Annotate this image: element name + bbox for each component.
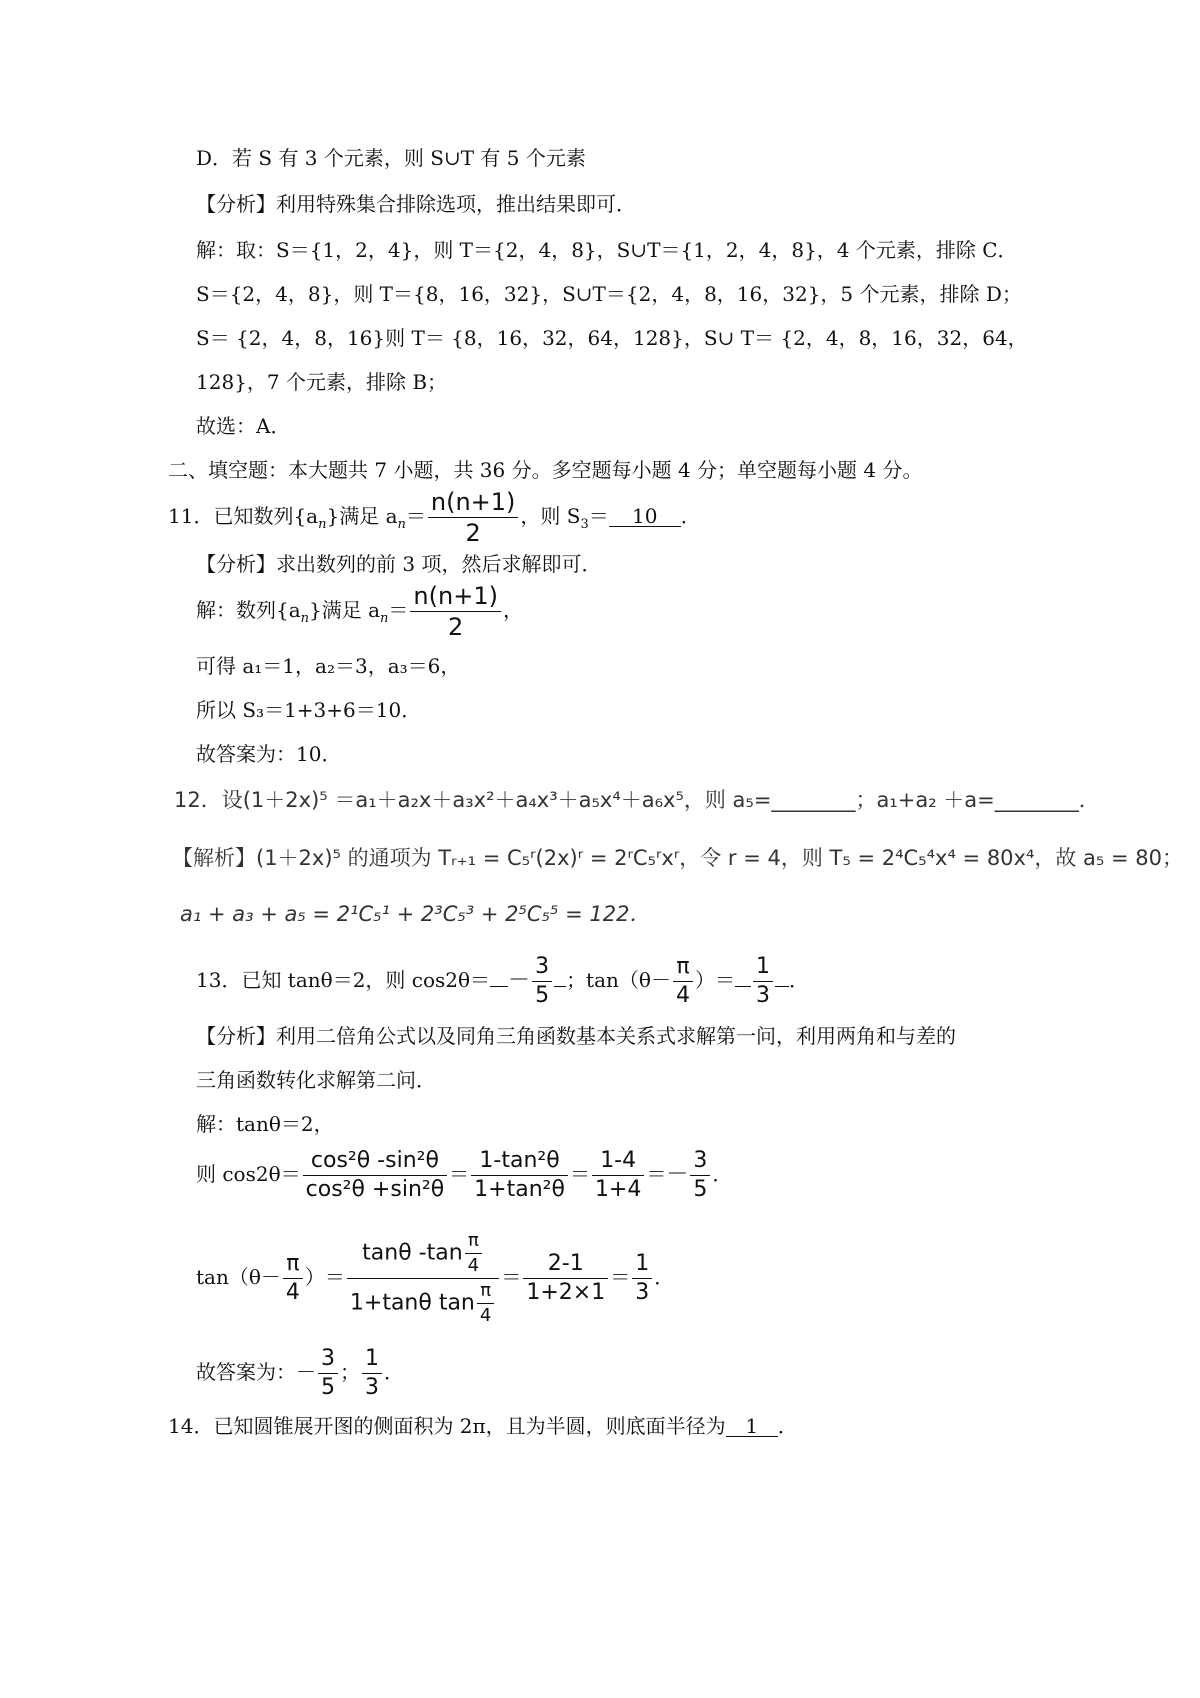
solution-10-line4: 128}，7 个元素，排除 B； [196, 370, 448, 394]
analysis-13-line1: 【分析】利用二倍角公式以及同角三角函数基本关系式求解第一问，利用两角和与差的 [196, 1024, 956, 1048]
option-d: D．若 S 有 3 个元素，则 S∪T 有 5 个元素 [196, 146, 586, 170]
tan-pi-over-4: $\frac{\pi}{4}$ [283, 1253, 303, 1304]
question-13: 13．已知 tanθ＝2，则 cos2θ＝ － $\frac{3}{5}$ ；tan（θ－ $\frac{\pi}{4}$ ）＝ $\frac{1}{3}$ ． [196, 954, 809, 1008]
section-2-heading: 二、填空题：本大题共 7 小题，共 36 分。多空题每小题 4 分；单空题每小题 4 分。 [168, 458, 923, 482]
q14-answer-blank: 1 [726, 1416, 778, 1437]
solution-11-line3: 所以 S₃＝1+3+6＝10． [196, 698, 422, 722]
solution-10-line1: 解：取：S＝{1，2，4}，则 T＝{2，4，8}，S∪T＝{1，2，4，8}，4 个元素，排除 C． [196, 238, 1018, 262]
jiexi-12-line1: 【解析】(1＋2x)⁵ 的通项为 Tᵣ₊₁ = C₅ʳ(2x)ʳ = 2ʳC₅ʳxʳ，令 r = 4，则 T₅ = 2⁴C₅⁴x⁴ = 80x⁴，故 a₅ = 80； [172, 846, 1184, 870]
solution-13-answer: 故答案为：－ $\frac{3}{5}$ ； $\frac{1}{3}$ ． [196, 1346, 404, 1400]
cos-frac-1: $\frac{\text{cos²θ -sin²θ}}{\text{cos²θ +sin²θ}}$ [303, 1150, 448, 1201]
q13-answer1: $\frac{3}{5}$ [532, 956, 552, 1007]
analysis-10: 【分析】利用特殊集合排除选项，推出结果即可． [196, 192, 636, 216]
cos-frac-3: $\frac{1-4}{1+4}$ [592, 1150, 644, 1201]
cos-frac-4: $\frac{3}{5}$ [690, 1150, 710, 1201]
analysis-13-line2: 三角函数转化求解第二问． [196, 1068, 436, 1092]
jiexi-12-line2: a₁ + a₃ + a₅ = 2¹C₅¹ + 2³C₅³ + 2⁵C₅⁵ = 122． [180, 902, 651, 926]
sol11-fraction: $\frac{n(n+1)}{2}$ [410, 584, 501, 639]
cos-frac-2: $\frac{\text{1-tan²θ}}{\text{1+tan²θ}}$ [471, 1150, 568, 1201]
solution-11-line2: 可得 a₁＝1，a₂＝3，a₃＝6， [196, 654, 461, 678]
solution-11-answer: 故答案为：10． [196, 742, 342, 766]
analysis-11: 【分析】求出数列的前 3 项，然后求解即可． [196, 552, 602, 576]
answer-frac-a: $\frac{3}{5}$ [318, 1348, 338, 1399]
question-14: 14．已知圆锥展开图的侧面积为 2π，且为半圆，则底面半径为 1 ． [168, 1414, 798, 1438]
question-12: 12．设(1＋2x)⁵ ＝a₁＋a₂x＋a₃x²＋a₄x³＋a₅x⁴＋a₆x⁵，则 a₅=________；a₁+a₂ ＋a=________． [174, 788, 1100, 812]
q11-fraction: $\frac{n(n+1)}{2}$ [428, 490, 519, 545]
tan-frac-3: $\frac{1}{3}$ [632, 1253, 652, 1304]
answer-frac-b: $\frac{1}{3}$ [362, 1348, 382, 1399]
solution-13-line1: 解：tanθ＝2， [196, 1112, 334, 1136]
solution-10-line3: S＝ {2，4，8，16}则 T＝ {8，16，32，64，128}，S∪ T＝ {2，4，8，16，32，64， [196, 326, 1028, 350]
question-11: 11．已知数列$\{a_n\}$满足 $a_n=$ $\frac{n(n+1)}{2}$ ，则 $S_3= 10$ ． [168, 488, 701, 547]
solution-10-answer: 故选：A． [196, 414, 291, 438]
solution-10-line2: S＝{2，4，8}，则 T＝{8，16，32}，S∪T＝{2，4，8，16，32}，5 个元素，排除 D； [196, 282, 1022, 306]
q11-answer-blank: 10 [609, 506, 681, 527]
tan-frac-2: $\frac{2-1}{1+2\times 1}$ [523, 1253, 608, 1304]
q13-pi-over-4: $\frac{\pi}{4}$ [673, 956, 693, 1007]
solution-13-cos-line: 则 cos2θ＝ $\frac{\text{cos²θ -sin²θ}}{\text{cos²θ +sin²θ}}$ ＝ $\frac{\text{1-tan²θ}}{\text{1+tan²θ}}$ ＝ $\frac{1-4}{1+4}$ ＝－ $\frac{3}{5}$ ． [196, 1148, 733, 1202]
solution-11-line1: 解：数列$\{a_n\}$满足 $a_n=$ $\frac{n(n+1)}{2}$ ， [196, 582, 523, 641]
q13-answer2: $\frac{1}{3}$ [753, 956, 773, 1007]
tan-frac-1: tanθ -tan $\frac{\pi}{4}$ 1+tanθ tan $\frac{\pi}{4}$ [347, 1232, 499, 1325]
solution-13-tan-line: tan（θ－ $\frac{\pi}{4}$ ）＝ tanθ -tan $\frac{\pi}{4}$ 1+tanθ tan $\frac{\pi}{4}$ ＝ $\frac{2-1}{1+2\times 1}$ ＝ $\frac{1}{3}$ ． [196, 1230, 675, 1326]
